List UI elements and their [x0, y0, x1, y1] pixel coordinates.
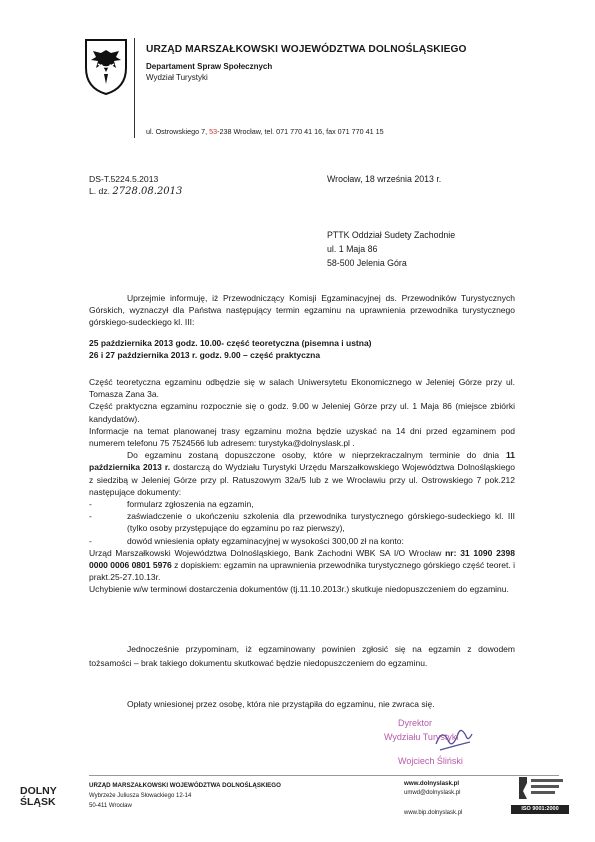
recipient-line: PTTK Oddział Sudety Zachodnie [327, 230, 456, 240]
reminder-paragraph: Jednocześnie przypominam, iż egzaminowany powinien zgłosić się na egzamin z dowodem tożsamości – brak takiego dokumentu skutkować będzie niedopuszczeniem do egzaminu. [89, 644, 515, 668]
iso-badge: ISO 9001:2000 [511, 805, 569, 814]
case-number: DS-T.5224.5.2013 [89, 174, 159, 184]
letter-body [89, 292, 515, 329]
recipient-line: 58-500 Jelenia Góra [327, 258, 407, 268]
list-item: - dowód wniesienia opłaty egzaminacyjnej w wysokości 300,00 zł na konto: [89, 535, 404, 546]
footer-email-link[interactable]: umwd@dolnyslask.pl [404, 790, 461, 796]
theory-place-paragraph: Część teoretyczna egzaminu odbędzie się w salach Uniwersytetu Ekonomicznego w Jeleniej Górze przy ul. Tomasza Zana 3a. [89, 377, 515, 400]
coat-of-arms-emblem [84, 38, 128, 101]
header-org-name: URZĄD MARSZAŁKOWSKI WOJEWÓDZTWA DOLNOŚLĄSKIEGO [146, 44, 467, 55]
exam-date-practice: 26 i 27 października 2013 r. godz. 9.00 – część praktyczna [89, 350, 321, 361]
details-section [89, 376, 515, 596]
recipient-block [327, 228, 455, 270]
footer-bip-link[interactable]: www.bip.dolnyslask.pl [404, 810, 463, 816]
letter-date: Wrocław, 18 września 2013 r. [327, 174, 442, 184]
header-unit: Wydział Turystyki [146, 73, 208, 82]
footer-org: URZĄD MARSZAŁKOWSKI WOJEWÓDZTWA DOLNOŚLĄSKIEGO [89, 782, 281, 789]
header-divider [134, 38, 135, 138]
signature-name: Wojciech Śliński [398, 756, 463, 766]
footer-city: 50-411 Wrocław [89, 803, 132, 809]
list-item: - zaświadczenie o ukończeniu szkolenia dla przewodnika turystycznego górskiego-sudeckiego kl. III (tylko osoby przystępujące do egzaminu po raz pierwszy), [89, 511, 515, 534]
deadline-paragraph: Uchybienie w/w terminowi dostarczenia dokumentów (tj.11.10.2013r.) skutkuje niedopuszczeniem do egzaminu. [89, 584, 509, 595]
signature-unit: Wydziału Turystyki [384, 732, 459, 742]
dolny-slask-logo: DOLNY ŚLĄSK [20, 785, 57, 808]
list-item: - formularz zgłoszenia na egzamin, [89, 499, 254, 510]
footer-street: Wybrzeże Juliusza Słowackiego 12-14 [89, 793, 192, 799]
footer-divider [89, 775, 559, 776]
header-address: ul. Ostrowskiego 7, 53-238 Wrocław, tel. 071 770 41 16, fax 071 770 41 15 [146, 127, 384, 136]
intro-paragraph: Uprzejmie informuję, iż Przewodniczący Komisji Egzaminacyjnej ds. Przewodników Turystycznych Górskich, wyznaczył dla Państwa następujący termin egzaminu na uprawnienia przewodnika turystycznego górskiego-sudeckiego kl. III: [89, 293, 515, 328]
header-department: Departament Spraw Społecznych [146, 62, 273, 71]
reminder-section [89, 642, 515, 670]
practice-place-paragraph: Część praktyczna egzaminu rozpocznie się o godz. 9.00 w Jeleniej Górze przy ul. 1 Maja 86 (miejsce zbiórki kandydatów). [89, 401, 515, 424]
footer-website-link[interactable]: www.dolnyslask.pl [404, 780, 460, 787]
signature-title: Dyrektor [398, 718, 433, 728]
exam-dates [89, 337, 515, 361]
bank-account-paragraph: Urząd Marszałkowski Województwa Dolnośląskiego, Bank Zachodni WBK SA I/O Wrocław nr: 31 1090 2398 0000 0006 0801 5976 z dopiskiem: egzamin na uprawnienia przewodnika turystycznego górskiego część teoret. i prakt.25-27.10.13r. [89, 547, 515, 583]
letter-number: L. dz. 2728.08.2013 [89, 186, 183, 197]
admission-paragraph: Do egzaminu zostaną dopuszczone osoby, które w nieprzekraczalnym terminie do dnia 11 października 2013 r. dostarczą do Wydziału Turystyki Urzędu Marszałkowskiego Województwa Dolnośląskiego z siedzibą w Jeleniej Górze przy pl. Ratuszowym 32a/5 lub z we Wrocławiu przy ul. Ostrowskiego 7 pok.212 następujące dokumenty: [89, 450, 516, 497]
exam-date-theory: 25 października 2013 godz. 10.00- część teoretyczna (pisemna i ustna) [89, 338, 372, 348]
fee-section [89, 698, 515, 710]
fee-paragraph: Opłaty wniesionej przez osobę, która nie przystąpiła do egzaminu, nie zwraca się. [127, 699, 435, 709]
recipient-line: ul. 1 Maja 86 [327, 244, 378, 254]
route-info-paragraph: Informacje na temat planowanej trasy egzaminu można będzie uzyskać na 14 dni przed egzaminem pod numerem telefonu 75 7524566 lub adresem: turystyka@dolnyslask.pl . [89, 425, 515, 449]
